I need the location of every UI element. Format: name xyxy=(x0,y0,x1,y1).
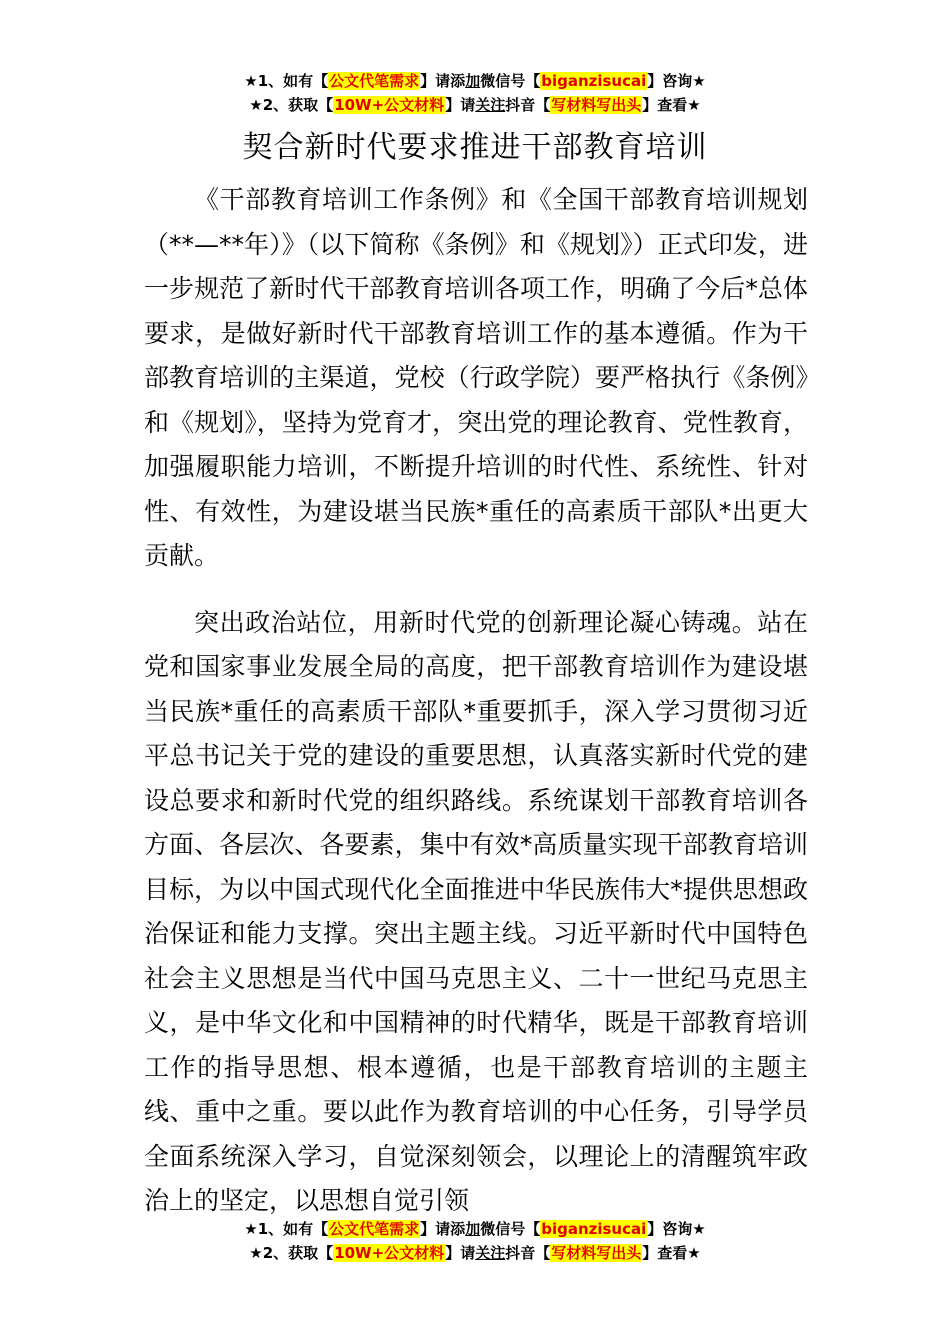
highlight-wechat-id: biganzisucai xyxy=(541,72,647,90)
banner-line-1: ★1、如有【公文代笔需求】请添加微信号【biganzisucai】咨询★ xyxy=(244,72,706,90)
footer-banner xyxy=(0,1217,950,1265)
banner-line-2: ★2、获取【10W+公文材料】请关注抖音【写材料写出头】查看★ xyxy=(249,1244,701,1262)
highlight-douyin-id: 写材料写出头 xyxy=(551,1244,642,1262)
highlight-service: 公文代笔需求 xyxy=(329,72,420,90)
document-body xyxy=(144,178,808,1224)
highlight-service: 公文代笔需求 xyxy=(329,1220,420,1238)
highlight-materials: 10W+公文材料 xyxy=(334,1244,445,1262)
banner-line-1: ★1、如有【公文代笔需求】请添加微信号【biganzisucai】咨询★ xyxy=(244,1220,706,1238)
paragraph: 《干部教育培训工作条例》和《全国干部教育培训规划（**—**年）》（以下简称《条例》和《规划》）正式印发，进一步规范了新时代干部教育培训各项工作，明确了今后*总体要求，是做好新时代干部教育培训工作的基本遵循。作为干部教育培训的主渠道，党校（行政学院）要严格执行《条例》和《规划》，坚持为党育才，突出党的理论教育、党性教育，加强履职能力培训，不断提升培训的时代性、系统性、针对性、有效性，为建设堪当民族*重任的高素质干部队*出更大贡献。 xyxy=(144,185,808,570)
paragraph: 突出政治站位，用新时代党的创新理论凝心铸魂。站在党和国家事业发展全局的高度，把干部教育培训作为建设堪当民族*重任的高素质干部队*重要抓手，深入学习贯彻习近平总书记关于党的建设的重要思想，认真落实新时代党的建设总要求和新时代党的组织路线。系统谋划干部教育培训各方面、各层次、各要素，集中有效*高质量实现干部教育培训目标，为以中国式现代化全面推进中华民族伟大*提供思想政治保证和能力支撑。突出主题主线。习近平新时代中国特色社会主义思想是当代中国马克思主义、二十一世纪马克思主义，是中华文化和中国精神的时代精华，既是干部教育培训工作的指导思想、根本遵循，也是干部教育培训的主题主线、重中之重。要以此作为教育培训的中心任务，引导学员全面系统深入学习，自觉深刻领会，以理论上的清醒筑牢政治上的坚定，以思想自觉引领 xyxy=(144,607,808,1215)
banner-line-2: ★2、获取【10W+公文材料】请关注抖音【写材料写出头】查看★ xyxy=(249,96,701,114)
highlight-materials: 10W+公文材料 xyxy=(334,96,445,114)
document-title: 契合新时代要求推进干部教育培训 xyxy=(242,130,708,165)
header-banner xyxy=(0,69,950,117)
highlight-douyin-id: 写材料写出头 xyxy=(551,96,642,114)
highlight-wechat-id: biganzisucai xyxy=(541,1220,647,1238)
